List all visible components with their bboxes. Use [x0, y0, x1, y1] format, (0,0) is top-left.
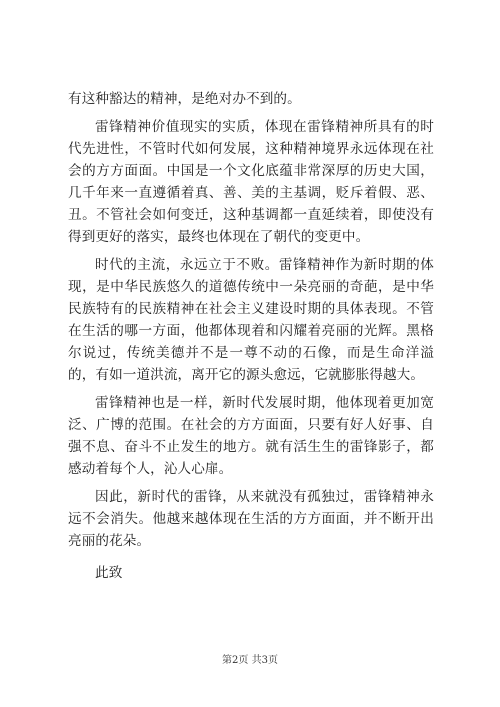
closing-salutation: 此致 [95, 565, 123, 581]
paragraph-new-era: 雷锋精神也是一样，新时代发展时期，他体现着更加宽泛、广博的范围。在社会的方方面面，只要有好人好事、自强不息、奋斗不止发生的地方。就有活生生的雷锋影子，都感动着每个人，沁人心扉。 [68, 395, 434, 477]
document-body [68, 88, 434, 584]
paragraph-mainstream: 时代的主流，永远立于不败。雷锋精神作为新时期的体现，是中华民族悠久的道德传统中一朵亮丽的奇葩，是中华民族特有的民族精神在社会主义建设时期的具体表现。不管在生活的哪一方面，他都体现着和闪耀着亮丽的光辉。黑格尔说过，传统美德并不是一尊不动的石像，而是生命洋溢的，有如一道洪流，离开它的源头愈远，它就膨胀得越大。 [68, 257, 434, 383]
paragraph-continuation: 有这种豁达的精神，是绝对办不到的。 [68, 91, 301, 107]
paragraph-conclusion: 因此，新时代的雷锋，从来就没有孤独过，雷锋精神永远不会消失。他越来越体现在生活的方方面面，并不断开出亮丽的花朵。 [68, 489, 434, 549]
page-number-footer: 第2页 共3页 [222, 655, 278, 666]
paragraph-value-essence: 雷锋精神价值现实的实质，体现在雷锋精神所具有的时代先进性，不管时代如何发展，这种精神境界永远体现在社会的方方面面。中国是一个文化底蕴非常深厚的历史大国，几千年来一直遵循着真、善、美的主基调，贬斥着假、恶、丑。不管社会如何变迁，这种基调都一直延续着，即使没有得到更好的落实，最终也体现在了朝代的变更中。 [68, 119, 434, 245]
